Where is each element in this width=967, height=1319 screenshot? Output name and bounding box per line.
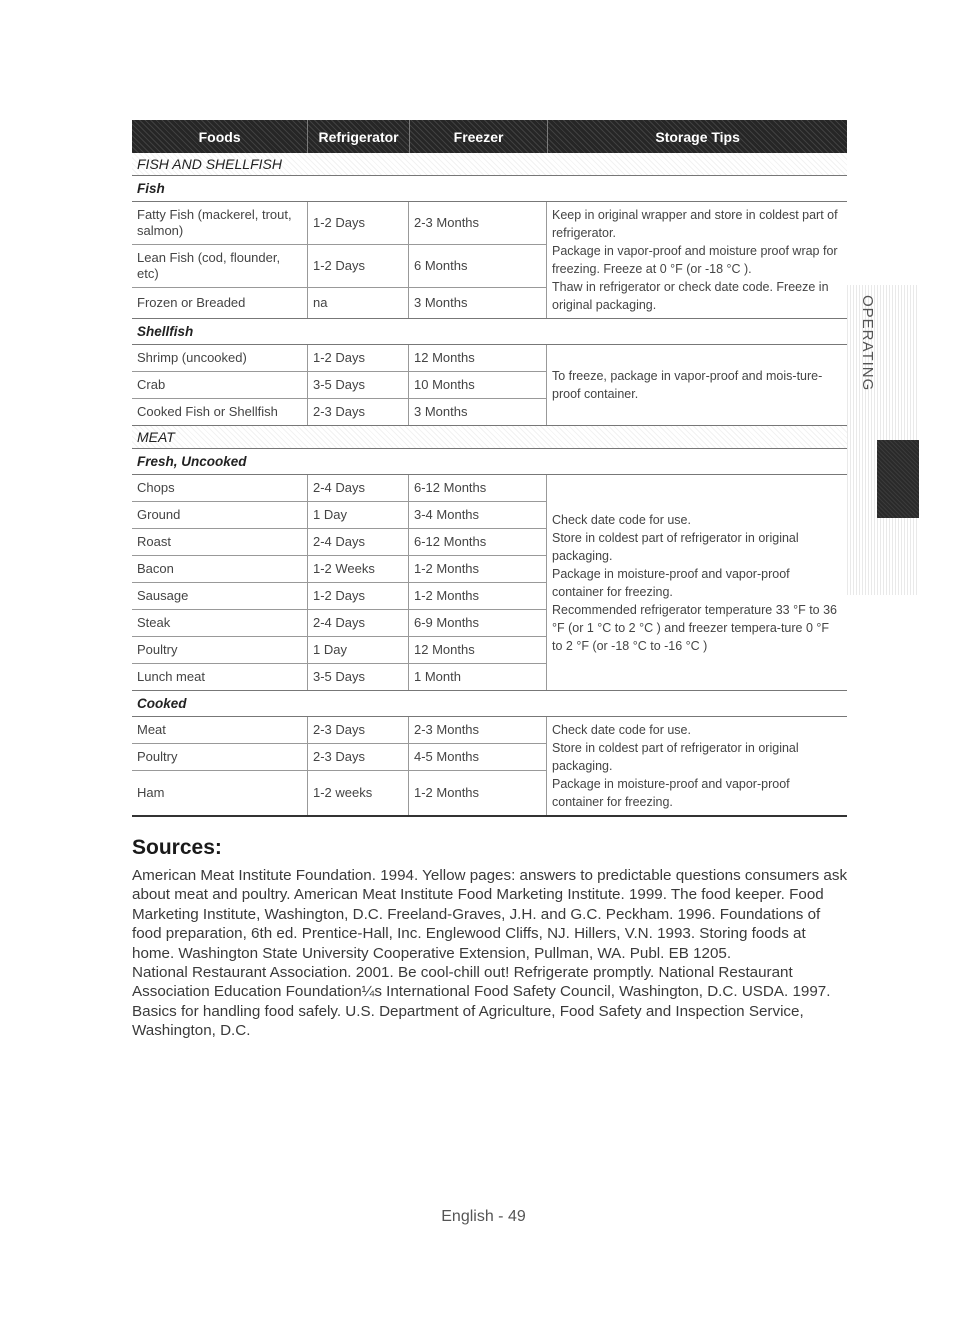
- refrigerator-cell: 2-3 Days: [308, 399, 409, 425]
- refrigerator-cell: na: [308, 288, 409, 318]
- refrigerator-cell: 1-2 Days: [308, 583, 409, 609]
- table-row: [132, 475, 547, 502]
- table-row: [132, 372, 547, 399]
- header-freezer: Freezer: [410, 120, 548, 153]
- freezer-cell: 2-3 Months: [409, 202, 547, 244]
- refrigerator-cell: 2-4 Days: [308, 529, 409, 555]
- group-fish: [132, 202, 847, 319]
- food-cell: Chops: [132, 475, 308, 501]
- refrigerator-cell: 1-2 Weeks: [308, 556, 409, 582]
- freezer-cell: 6-12 Months: [409, 529, 547, 555]
- refrigerator-cell: 2-4 Days: [308, 610, 409, 636]
- table-row: [132, 771, 547, 815]
- refrigerator-cell: 1 Day: [308, 502, 409, 528]
- refrigerator-cell: 2-3 Days: [308, 744, 409, 770]
- refrigerator-cell: 1 Day: [308, 637, 409, 663]
- fresh-rows: [132, 475, 547, 690]
- shellfish-tips: [547, 345, 847, 425]
- food-cell: Lean Fish (cod, flounder, etc): [132, 245, 308, 287]
- sources-body: [132, 866, 852, 1041]
- header-refrigerator: Refrigerator: [308, 120, 410, 153]
- food-cell: Roast: [132, 529, 308, 555]
- freezer-cell: 2-3 Months: [409, 717, 547, 743]
- refrigerator-cell: 2-4 Days: [308, 475, 409, 501]
- food-cell: Sausage: [132, 583, 308, 609]
- subsection-cooked: Cooked: [132, 691, 847, 717]
- table-row: [132, 529, 547, 556]
- storage-tip: Keep in original wrapper and store in coldest part of refrigerator.: [552, 208, 838, 240]
- freezer-cell: 12 Months: [409, 345, 547, 371]
- table-row: [132, 717, 547, 744]
- group-fresh: [132, 475, 847, 691]
- table-row: [132, 345, 547, 372]
- freezer-cell: 3 Months: [409, 399, 547, 425]
- sources-paragraph: National Restaurant Association. 2001. Be cool-chill out! Refrigerate promptly. National Restaurant Association Education Foundation¼s International Food Safety Council, Washington, D.C. USDA. 1997. Basics for handling food safely. U.S. Department of Agriculture, Food Safety and Inspection Service, Washington, D.C.: [132, 964, 831, 1040]
- refrigerator-cell: 3-5 Days: [308, 664, 409, 690]
- section-meat: MEAT: [132, 426, 847, 449]
- food-cell: Frozen or Breaded: [132, 288, 308, 318]
- subsection-shellfish: Shellfish: [132, 319, 847, 345]
- side-tab-marker: [877, 440, 919, 518]
- freezer-cell: 1-2 Months: [409, 583, 547, 609]
- side-tab: [847, 285, 919, 595]
- fish-rows: [132, 202, 547, 318]
- freezer-cell: 6-9 Months: [409, 610, 547, 636]
- table-row: [132, 245, 547, 288]
- food-cell: Steak: [132, 610, 308, 636]
- freezer-cell: 12 Months: [409, 637, 547, 663]
- header-storage-tips: Storage Tips: [655, 128, 740, 145]
- storage-tip: Store in coldest part of refrigerator in original packaging.: [552, 530, 799, 563]
- group-cooked: [132, 717, 847, 817]
- table-row: [132, 744, 547, 771]
- table-row: [132, 610, 547, 637]
- storage-tip: Recommended refrigerator temperature 33 °F to 36 °F (or 1 °C to 2 °C ) and freezer tempera-ture 0 °F to 2 °F (or -18 °C to -16 °C ): [552, 602, 837, 653]
- table-row: [132, 399, 547, 425]
- food-cell: Shrimp (uncooked): [132, 345, 308, 371]
- freezer-cell: 4-5 Months: [409, 744, 547, 770]
- freezer-cell: 6 Months: [409, 245, 547, 287]
- refrigerator-cell: 1-2 Days: [308, 245, 409, 287]
- table-row: [132, 202, 547, 245]
- storage-tip: Package in moisture-proof and vapor-proof container for freezing.: [552, 566, 790, 599]
- side-tab-label: OPERATING: [859, 295, 876, 392]
- food-cell: Ground: [132, 502, 308, 528]
- freezer-cell: 3 Months: [409, 288, 547, 318]
- page-footer: English - 49: [441, 1208, 526, 1225]
- refrigerator-cell: 1-2 weeks: [308, 771, 409, 815]
- food-cell: Poultry: [132, 744, 308, 770]
- freezer-cell: 6-12 Months: [409, 475, 547, 501]
- header-foods: Foods: [132, 120, 308, 153]
- subsection-fresh-uncooked: Fresh, Uncooked: [132, 449, 847, 475]
- cooked-rows: [132, 717, 547, 815]
- food-cell: Poultry: [132, 637, 308, 663]
- sources-paragraph: American Meat Institute Foundation. 1994. Yellow pages: answers to predictable questions consumers ask about meat and poultry. American Meat Institute Food Marketing Institute. 1999. The food keeper. Food Marketing Institute, Washington, D.C. Freeland-Graves, J.H. and G.C. Peckham. 1996. Foundations of food preparation, 6th ed. Prentice-Hall, Inc. Englewood Cliffs, NJ. Hillers, V.N. 1993. Storing foods at home. Washington State University Cooperative Extension, Pullman, WA. Publ. EB 1205.: [132, 867, 848, 962]
- refrigerator-cell: 2-3 Days: [308, 717, 409, 743]
- freezer-cell: 1-2 Months: [409, 556, 547, 582]
- fish-tips: [547, 202, 847, 318]
- freezer-cell: 1-2 Months: [409, 771, 547, 815]
- shellfish-rows: [132, 345, 547, 425]
- table-row: [132, 637, 547, 664]
- table-row: [132, 556, 547, 583]
- group-shellfish: [132, 345, 847, 426]
- storage-tip: Check date code for use.: [552, 512, 691, 527]
- food-cell: Meat: [132, 717, 308, 743]
- cooked-tips: [547, 717, 847, 815]
- food-cell: Crab: [132, 372, 308, 398]
- food-cell: Fatty Fish (mackerel, trout, salmon): [132, 202, 308, 244]
- refrigerator-cell: 3-5 Days: [308, 372, 409, 398]
- section-fish-shellfish: FISH AND SHELLFISH: [132, 153, 847, 176]
- refrigerator-cell: 1-2 Days: [308, 345, 409, 371]
- storage-tip: Check date code for use.: [552, 723, 691, 737]
- freezer-cell: 10 Months: [409, 372, 547, 398]
- fresh-tips: [547, 475, 847, 690]
- food-cell: Cooked Fish or Shellfish: [132, 399, 308, 425]
- table-row: [132, 664, 547, 690]
- food-cell: Bacon: [132, 556, 308, 582]
- storage-tip: Package in moisture-proof and vapor-proof container for freezing.: [552, 777, 790, 809]
- food-storage-table: [132, 120, 847, 817]
- table-header: [132, 120, 847, 153]
- table-row: [132, 502, 547, 529]
- storage-tip: To freeze, package in vapor-proof and mois-ture-proof container.: [552, 369, 823, 401]
- table-row: [132, 583, 547, 610]
- food-cell: Lunch meat: [132, 664, 308, 690]
- sources-title: Sources:: [132, 836, 222, 859]
- freezer-cell: 1 Month: [409, 664, 547, 690]
- storage-tip: Thaw in refrigerator or check date code. Freeze in original packaging.: [552, 280, 829, 312]
- food-cell: Ham: [132, 771, 308, 815]
- refrigerator-cell: 1-2 Days: [308, 202, 409, 244]
- table-row: [132, 288, 547, 318]
- storage-tip: Package in vapor-proof and moisture proof wrap for freezing. Freeze at 0 °F (or -18 °C ).: [552, 244, 838, 276]
- freezer-cell: 3-4 Months: [409, 502, 547, 528]
- storage-tip: Store in coldest part of refrigerator in original packaging.: [552, 741, 799, 773]
- subsection-fish: Fish: [132, 176, 847, 202]
